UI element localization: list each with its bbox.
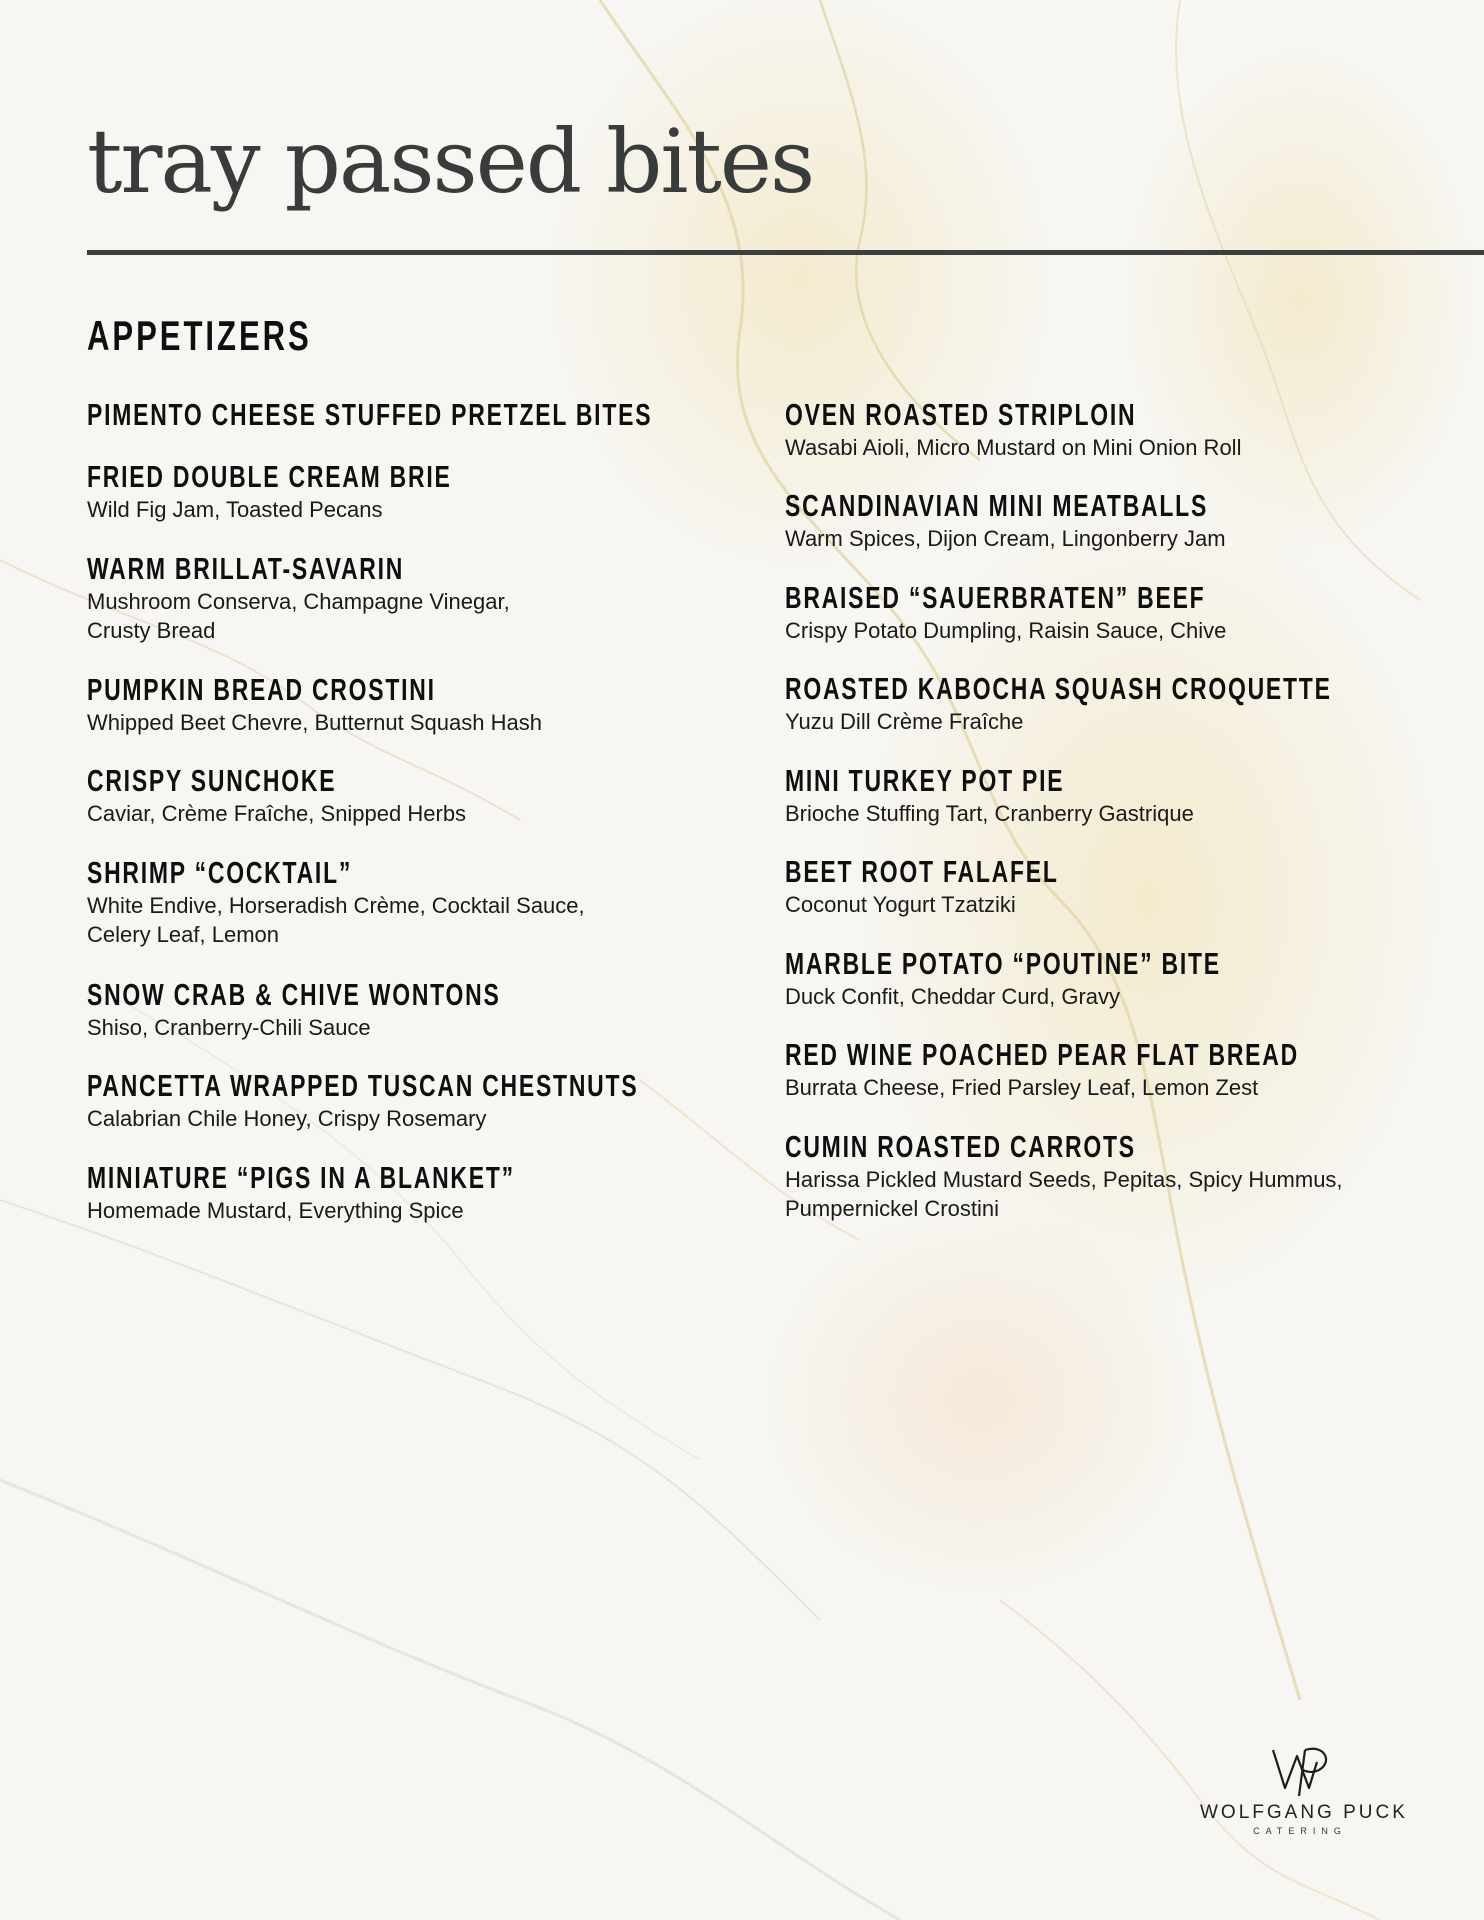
menu-item-name: MINI TURKEY POT PIE <box>785 763 1065 798</box>
menu-item <box>785 581 1435 645</box>
menu-item-name: FRIED DOUBLE CREAM BRIE <box>87 459 452 494</box>
brand-subtitle: CATERING <box>1253 1826 1347 1836</box>
menu-item <box>785 947 1435 1011</box>
menu-item-description: Shiso, Cranberry-Chili Sauce <box>87 1015 371 1040</box>
menu-item-name: MARBLE POTATO “POUTINE” BITE <box>785 946 1221 981</box>
menu-item <box>785 764 1435 828</box>
menu-item <box>87 398 747 432</box>
menu-item-description: Harissa Pickled Mustard Seeds, Pepitas, Spicy Hummus, Pumpernickel Crostini <box>785 1167 1343 1221</box>
section-heading: APPETIZERS <box>87 312 312 359</box>
menu-item-name: SHRIMP “COCKTAIL” <box>87 855 353 890</box>
menu-item <box>87 764 747 828</box>
menu-item-name: RED WINE POACHED PEAR FLAT BREAD <box>785 1037 1299 1072</box>
brand-name: WOLFGANG PUCK <box>1200 1802 1408 1823</box>
menu-item-description: Whipped Beet Chevre, Butternut Squash Hash <box>87 710 542 735</box>
menu-item <box>785 398 1435 462</box>
menu-item-description: Wasabi Aioli, Micro Mustard on Mini Onion Roll <box>785 435 1242 460</box>
menu-item-description: Coconut Yogurt Tzatziki <box>785 892 1016 917</box>
menu-item-description: Crispy Potato Dumpling, Raisin Sauce, Chive <box>785 618 1227 643</box>
menu-item <box>87 856 747 949</box>
menu-item-name: CUMIN ROASTED CARROTS <box>785 1129 1136 1164</box>
menu-item-name: PIMENTO CHEESE STUFFED PRETZEL BITES <box>87 397 653 432</box>
title-divider <box>87 250 1484 255</box>
menu-item-description: Yuzu Dill Crème Fraîche <box>785 709 1024 734</box>
page-title: tray passed bites <box>87 110 814 213</box>
menu-item-name: WARM BRILLAT-SAVARIN <box>87 551 405 586</box>
menu-item <box>785 1038 1435 1102</box>
menu-item-name: OVEN ROASTED STRIPLOIN <box>785 397 1137 432</box>
menu-item <box>87 1069 747 1133</box>
menu-item <box>785 489 1435 553</box>
menu-item-description: Brioche Stuffing Tart, Cranberry Gastrique <box>785 801 1194 826</box>
menu-item <box>87 978 747 1042</box>
menu-item <box>87 460 747 524</box>
menu-item-description: Duck Confit, Cheddar Curd, Gravy <box>785 984 1121 1009</box>
brand-logo <box>1200 1740 1408 1836</box>
menu-item-description: Warm Spices, Dijon Cream, Lingonberry Jam <box>785 526 1226 551</box>
menu-item-description: Caviar, Crème Fraîche, Snipped Herbs <box>87 801 467 826</box>
menu-item <box>785 672 1435 736</box>
menu-item-description: White Endive, Horseradish Crème, Cocktail Sauce, Celery Leaf, Lemon <box>87 893 585 947</box>
menu-item-name: MINIATURE “PIGS IN A BLANKET” <box>87 1160 515 1195</box>
menu-item-description: Wild Fig Jam, Toasted Pecans <box>87 497 383 522</box>
menu-item-description: Burrata Cheese, Fried Parsley Leaf, Lemon Zest <box>785 1075 1259 1100</box>
menu-item-name: PUMPKIN BREAD CROSTINI <box>87 672 436 707</box>
wp-monogram-icon <box>1265 1740 1335 1800</box>
menu-item-description: Mushroom Conserva, Champagne Vinegar, Crusty Bread <box>87 589 510 643</box>
menu-item-name: SNOW CRAB & CHIVE WONTONS <box>87 977 501 1012</box>
menu-item-description: Homemade Mustard, Everything Spice <box>87 1198 464 1223</box>
menu-item-description: Calabrian Chile Honey, Crispy Rosemary <box>87 1106 487 1131</box>
menu-item <box>87 552 747 645</box>
menu-item <box>785 1130 1435 1223</box>
menu-item-name: BRAISED “SAUERBRATEN” BEEF <box>785 580 1206 615</box>
menu-item-name: BEET ROOT FALAFEL <box>785 854 1059 889</box>
menu-item <box>785 855 1435 919</box>
menu-item <box>87 1161 747 1225</box>
menu-item-name: SCANDINAVIAN MINI MEATBALLS <box>785 488 1209 523</box>
menu-item-name: ROASTED KABOCHA SQUASH CROQUETTE <box>785 671 1332 706</box>
menu-item-name: PANCETTA WRAPPED TUSCAN CHESTNUTS <box>87 1068 639 1103</box>
menu-item <box>87 673 747 737</box>
menu-item-name: CRISPY SUNCHOKE <box>87 763 337 798</box>
